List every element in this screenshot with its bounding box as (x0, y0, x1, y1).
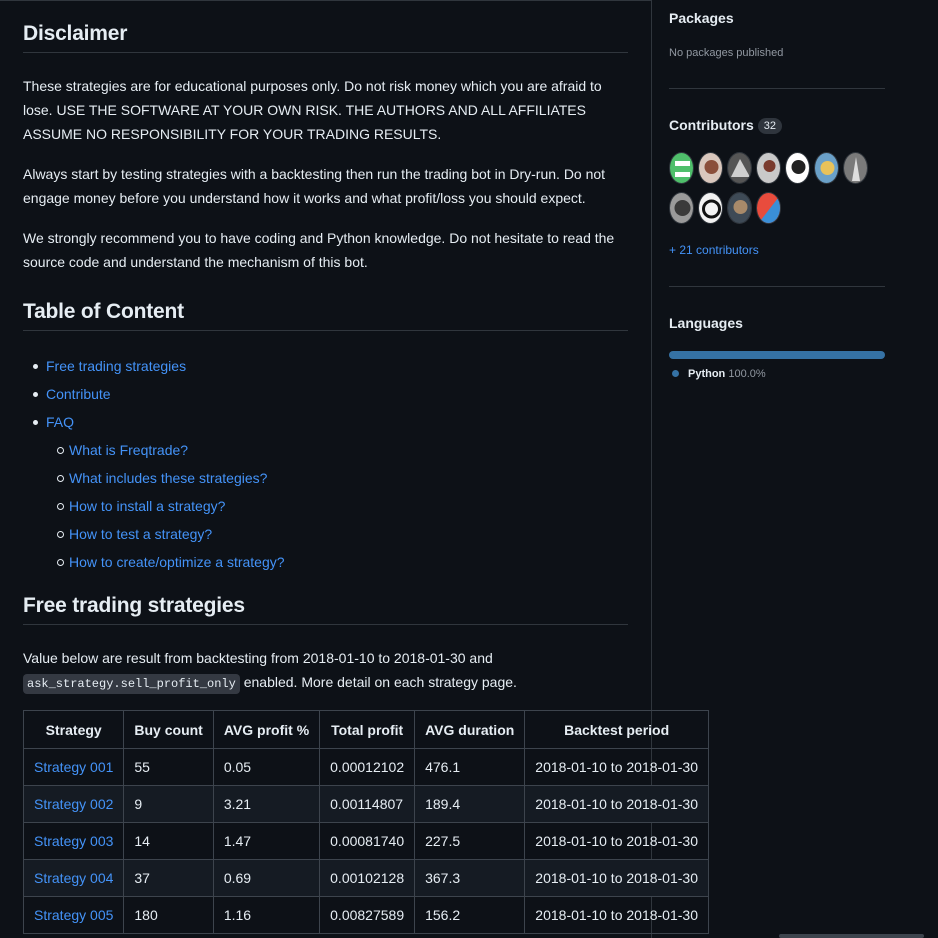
contributors-count-badge: 32 (758, 118, 782, 134)
cell-avg-duration: 367.3 (415, 860, 525, 897)
language-percent: 100.0% (728, 368, 766, 380)
avatar-image (699, 193, 723, 224)
cell-avg-profit: 3.21 (213, 786, 319, 823)
avatar-image (815, 153, 839, 184)
packages-empty-text: No packages published (669, 47, 784, 59)
toc-item (23, 408, 285, 436)
col-header-buy-count: Buy count (124, 711, 213, 749)
horizontal-scrollbar[interactable] (779, 934, 924, 938)
table-row (24, 860, 709, 897)
free-strategies-intro (23, 646, 628, 696)
strategy-link[interactable]: Strategy 001 (34, 759, 114, 775)
table-header-row (24, 711, 709, 749)
avatar-figure (675, 200, 691, 216)
packages-heading[interactable]: Packages (669, 10, 734, 26)
cell-backtest-period: 2018-01-10 to 2018-01-30 (525, 749, 709, 786)
cell-avg-profit: 0.69 (213, 860, 319, 897)
language-color-dot (672, 370, 679, 377)
avatar-image (699, 153, 723, 184)
avatar-figure (821, 161, 835, 175)
toc-link-how-to-create[interactable]: How to create/optimize a strategy? (69, 554, 285, 570)
strategy-link[interactable]: Strategy 005 (34, 907, 114, 923)
disclaimer-paragraph-3: We strongly recommend you to have coding and Python knowledge. Do not hesitate to read the source code and understand the mechanism of this bot. (23, 230, 615, 270)
cell-backtest-period: 2018-01-10 to 2018-01-30 (525, 860, 709, 897)
col-header-avg-profit: AVG profit % (213, 711, 319, 749)
contributor-avatar[interactable] (698, 192, 723, 224)
toc-item (23, 352, 285, 380)
contributor-avatar[interactable] (785, 152, 810, 184)
cell-backtest-period: 2018-01-10 to 2018-01-30 (525, 897, 709, 934)
languages-heading: Languages (669, 315, 743, 331)
avatar-figure (764, 160, 776, 172)
avatar-image (728, 193, 752, 224)
intro-tail: enabled. More detail on each strategy page. (239, 674, 517, 690)
avatar-figure (705, 160, 719, 174)
avatar-image (757, 153, 781, 184)
cell-total-profit: 0.00081740 (320, 823, 415, 860)
avatar-bg (670, 153, 694, 184)
contributor-avatar[interactable] (698, 152, 723, 184)
toc-heading: Table of Content (23, 300, 628, 331)
disclaimer-paragraph-2: Always start by testing strategies with a backtesting then run the trading bot in Dry-run. Do not engage money before you understand how it works and what profit/loss you should expect. (23, 166, 606, 206)
avatar-image (786, 153, 810, 184)
language-bar-python (669, 351, 885, 359)
toc-link-contribute[interactable]: Contribute (46, 386, 111, 402)
cell-avg-duration: 156.2 (415, 897, 525, 934)
avatar-figure (792, 160, 806, 174)
cell-avg-profit: 1.16 (213, 897, 319, 934)
cell-buy-count: 180 (124, 897, 213, 934)
cell-strategy (24, 860, 124, 897)
contributor-avatar[interactable] (669, 192, 694, 224)
strategy-link[interactable]: Strategy 004 (34, 870, 114, 886)
language-name: Python (688, 368, 726, 380)
cell-backtest-period: 2018-01-10 to 2018-01-30 (525, 786, 709, 823)
contributor-avatar[interactable] (843, 152, 868, 184)
col-header-strategy: Strategy (24, 711, 124, 749)
col-header-total-profit: Total profit (320, 711, 415, 749)
avatar-figure (675, 172, 690, 177)
col-header-backtest-period: Backtest period (525, 711, 709, 749)
cell-avg-duration: 227.5 (415, 823, 525, 860)
cell-total-profit: 0.00012102 (320, 749, 415, 786)
more-contributors-link[interactable]: + 21 contributors (669, 243, 759, 257)
table-row (24, 897, 709, 934)
strategy-link[interactable]: Strategy 003 (34, 833, 114, 849)
toc-link-free-trading-strategies[interactable]: Free trading strategies (46, 358, 187, 374)
toc-subitem (23, 548, 285, 576)
toc-item (23, 380, 285, 408)
avatar-figure (734, 200, 748, 214)
cell-buy-count: 9 (124, 786, 213, 823)
inline-code: ask_strategy.sell_profit_only (23, 674, 240, 694)
table-row (24, 786, 709, 823)
toc-link-faq[interactable]: FAQ (46, 414, 75, 430)
cell-total-profit: 0.00827589 (320, 897, 415, 934)
cell-avg-duration: 476.1 (415, 749, 525, 786)
avatar-image (728, 153, 752, 184)
toc-link-what-is-freqtrade[interactable]: What is Freqtrade? (69, 442, 189, 458)
cell-backtest-period: 2018-01-10 to 2018-01-30 (525, 823, 709, 860)
repo-sidebar (652, 0, 938, 938)
cell-buy-count: 14 (124, 823, 213, 860)
avatar-image (844, 153, 868, 184)
table-row (24, 749, 709, 786)
cell-avg-profit: 1.47 (213, 823, 319, 860)
toc-subitem (23, 520, 285, 548)
contributors-heading[interactable] (669, 117, 782, 134)
contributor-avatar[interactable] (814, 152, 839, 184)
cell-buy-count: 55 (124, 749, 213, 786)
avatar-image (670, 153, 694, 184)
contributor-avatar[interactable] (727, 192, 752, 224)
intro-text: Value below are result from backtesting from 2018-01-10 to 2018-01-30 and (23, 650, 493, 666)
disclaimer-paragraph-1: These strategies are for educational purposes only. Do not risk money which you are afraid to lose. USE THE SOFTWARE AT YOUR OWN RISK. THE AUTHORS AND ALL AFFILIATES ASSUME NO RESPONSIBILITY FOR YOUR TRADING RESULTS. (23, 78, 602, 142)
sidebar-divider (669, 286, 885, 287)
toc-link-what-includes[interactable]: What includes these strategies? (69, 470, 268, 486)
contributors-title: Contributors (669, 117, 754, 133)
cell-total-profit: 0.00114807 (320, 786, 415, 823)
contributor-avatar[interactable] (669, 152, 694, 184)
avatar-image (670, 193, 694, 224)
toc-link-how-to-test[interactable]: How to test a strategy? (69, 526, 213, 542)
sidebar-divider (669, 88, 885, 89)
table-row (24, 823, 709, 860)
contributor-avatar[interactable] (756, 152, 781, 184)
strategy-link[interactable]: Strategy 002 (34, 796, 114, 812)
toc-list (23, 352, 285, 576)
cell-buy-count: 37 (124, 860, 213, 897)
cell-total-profit: 0.00102128 (320, 860, 415, 897)
strategies-table (23, 710, 709, 934)
toc-link-how-to-install[interactable]: How to install a strategy? (69, 498, 226, 514)
cell-avg-profit: 0.05 (213, 749, 319, 786)
language-item-python[interactable] (669, 368, 766, 380)
toc-subitem (23, 464, 285, 492)
cell-strategy (24, 749, 124, 786)
cell-avg-duration: 189.4 (415, 786, 525, 823)
cell-strategy (24, 786, 124, 823)
free-strategies-heading: Free trading strategies (23, 594, 628, 625)
avatar-figure (675, 161, 690, 166)
cell-strategy (24, 823, 124, 860)
contributor-avatar[interactable] (727, 152, 752, 184)
col-header-avg-duration: AVG duration (415, 711, 525, 749)
contributor-avatar[interactable] (756, 192, 781, 224)
toc-subitem (23, 436, 285, 464)
toc-subitem (23, 492, 285, 520)
disclaimer-heading: Disclaimer (23, 22, 628, 53)
avatar-image (757, 193, 781, 224)
cell-strategy (24, 897, 124, 934)
